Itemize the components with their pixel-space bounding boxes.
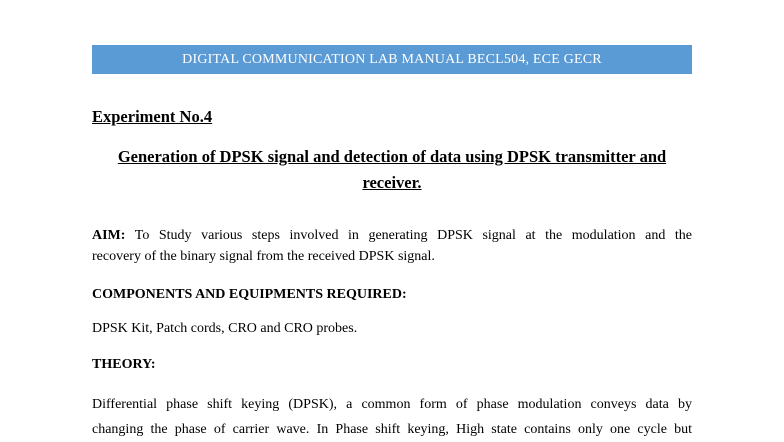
aim-line-1-text: To Study various steps involved in generating DPSK signal at the modulation and the [134, 228, 692, 243]
theory-heading: THEORY: [92, 357, 156, 372]
experiment-number: Experiment No.4 [92, 107, 213, 126]
theory-paragraph [92, 392, 692, 442]
aim-line-1 [92, 225, 692, 246]
aim-paragraph [92, 225, 692, 267]
theory-line-2: changing the phase of carrier wave. In Phase shift keying, High state contains only one cycle but [92, 422, 692, 437]
components-heading: COMPONENTS AND EQUIPMENTS REQUIRED: [92, 287, 407, 302]
experiment-title: Generation of DPSK signal and detection of data using DPSK transmitter and receiver. [117, 147, 667, 192]
page-header-banner: DIGITAL COMMUNICATION LAB MANUAL BECL504, ECE GECR [92, 45, 692, 74]
theory-line-1: Differential phase shift keying (DPSK), a common form of phase modulation conveys data by [92, 397, 692, 412]
aim-label: AIM: [92, 228, 126, 243]
aim-line-2: recovery of the binary signal from the received DPSK signal. [92, 249, 435, 264]
components-text: DPSK Kit, Patch cords, CRO and CRO probes. [92, 321, 358, 336]
